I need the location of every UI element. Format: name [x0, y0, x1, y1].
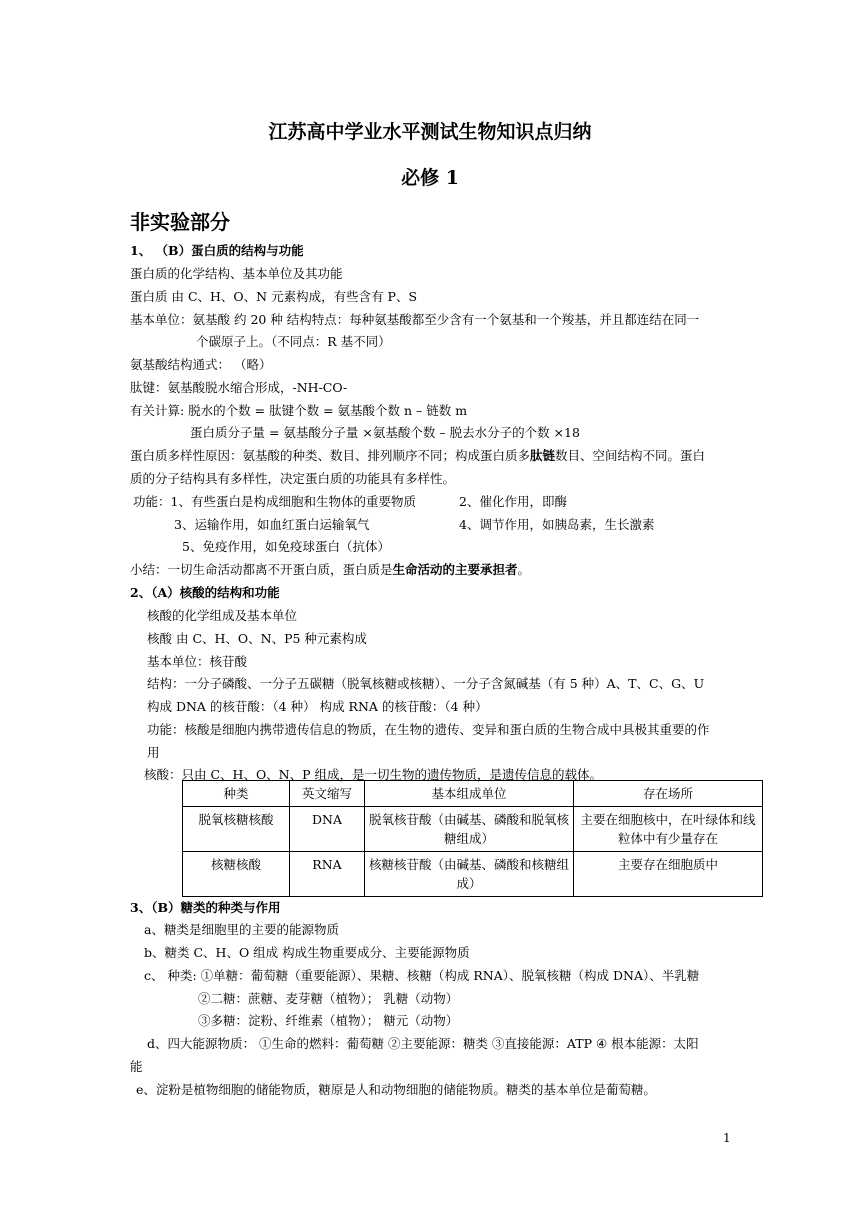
s3-line: a、糖类是细胞里的主要的能源物质 [144, 922, 339, 937]
s3-line: ②二糖：蔗糖、麦芽糖（植物）； 乳糖（动物） [198, 991, 459, 1006]
s1-line: 有关计算: 脱水的个数 = 肽键个数 = 氨基酸个数 n – 链数 m [130, 403, 468, 418]
function-item: 3、运输作用，如血红蛋白运输氧气 [174, 517, 370, 532]
s2-line: 核酸：只由 C、H、O、N、P 组成，是一切生物的遗传物质，是遗传信息的载体。 [144, 767, 603, 782]
table-header-cell: 英文缩写 [290, 781, 365, 807]
s2-line: 构成 DNA 的核苷酸：（4 种） 构成 RNA 的核苷酸：（4 种） [147, 699, 488, 714]
function-item: 功能：1、有些蛋白是构成细胞和生物体的重要物质 [133, 494, 416, 509]
table-header-cell: 基本组成单位 [365, 781, 574, 807]
s2-line: 功能：核酸是细胞内携带遗传信息的物质，在生物的遗传、变异和蛋白质的生物合成中具极其重要的作 [147, 722, 710, 737]
s1-summary: 小结：一切生命活动都离不开蛋白质，蛋白质是生命活动的主要承担者。 [130, 562, 531, 577]
function-item: 4、调节作用，如胰岛素，生长激素 [459, 517, 655, 532]
s1-line: 质的分子结构具有多样性，决定蛋白质的功能具有多样性。 [130, 471, 456, 486]
s3-heading: 3、（B）糖类的种类与作用 [130, 900, 281, 915]
s1-line: 基本单位：氨基酸 约 20 种 结构特点：每种氨基酸都至少含有一个氨基和一个羧基，并且都连结在同一 [130, 312, 700, 327]
s3-line: 能 [130, 1059, 143, 1074]
s2-line: 用 [147, 745, 160, 760]
s3-line: c、 种类: ①单糖：葡萄糖（重要能源）、果糖、核糖（构成 RNA）、脱氧核糖（构成 DNA）、半乳糖 [144, 968, 700, 983]
table-cell: 主要存在细胞质中 [574, 852, 763, 897]
table-header-row [183, 781, 763, 807]
table-row [183, 807, 763, 852]
s3-line: e、淀粉是植物细胞的储能物质，糖原是人和动物细胞的储能物质。糖类的基本单位是葡萄糖。 [136, 1082, 656, 1097]
table-cell: 脱氧核糖核酸 [183, 807, 290, 852]
document-subtitle: 必修 1 [401, 167, 459, 189]
function-item: 2、催化作用，即酶 [459, 494, 567, 509]
s2-line: 结构：一分子磷酸、一分子五碳糖（脱氧核糖或核糖）、一分子含氮碱基（有 5 种）A、T、C、G、U [147, 676, 705, 691]
table-cell: 核糖核酸 [183, 852, 290, 897]
s1-line: 个碳原子上。（不同点：R 基不同） [196, 334, 391, 349]
table-cell: 核糖核苷酸（由碱基、磷酸和核糖组成） [365, 852, 574, 897]
table-cell: DNA [290, 807, 365, 852]
s1-line: 蛋白质分子量 = 氨基酸分子量 ×氨基酸个数 – 脱去水分子的个数 ×18 [190, 425, 580, 440]
s1-line: 蛋白质 由 C、H、O、N 元素构成，有些含有 P、S [130, 289, 418, 304]
table-row [183, 852, 763, 897]
section-heading: 非实验部分 [130, 210, 230, 234]
s2-line: 基本单位：核苷酸 [147, 654, 248, 669]
table-header-cell: 种类 [183, 781, 290, 807]
s1-line: 蛋白质的化学结构、基本单位及其功能 [130, 266, 343, 281]
function-item: 5、免疫作用，如免疫球蛋白（抗体） [182, 539, 390, 554]
s1-line: 氨基酸结构通式： （略） [130, 357, 272, 372]
s3-line: b、糖类 C、H、O 组成 构成生物重要成分、主要能源物质 [144, 945, 470, 960]
table-cell: 脱氧核苷酸（由碱基、磷酸和脱氧核糖组成） [365, 807, 574, 852]
table-cell: 主要在细胞核中，在叶绿体和线粒体中有少量存在 [574, 807, 763, 852]
s1-line: 肽键：氨基酸脱水缩合形成，-NH-CO- [130, 380, 348, 395]
s3-line: d、四大能源物质： ①生命的燃料：葡萄糖 ②主要能源：糖类 ③直接能源：ATP ④ 根本能源：太阳 [147, 1036, 699, 1051]
table-header-cell: 存在场所 [574, 781, 763, 807]
s2-heading: 2、（A）核酸的结构和功能 [130, 585, 280, 600]
s2-line: 核酸的化学组成及基本单位 [147, 608, 298, 623]
nucleic-acid-table [182, 780, 763, 897]
s2-line: 核酸 由 C、H、O、N、P5 种元素构成 [147, 631, 367, 646]
s1-line: 蛋白质多样性原因：氨基酸的种类、数目、排列顺序不同；构成蛋白质多肽链数目、空间结构不同。蛋白 [130, 448, 706, 463]
page-number: 1 [723, 1131, 731, 1145]
s3-line: ③多糖：淀粉、纤维素（植物）； 糖元（动物） [198, 1013, 459, 1028]
table-cell: RNA [290, 852, 365, 897]
document-title: 江苏高中学业水平测试生物知识点归纳 [268, 121, 592, 143]
s1-heading: 1、 （B）蛋白质的结构与功能 [130, 243, 304, 258]
